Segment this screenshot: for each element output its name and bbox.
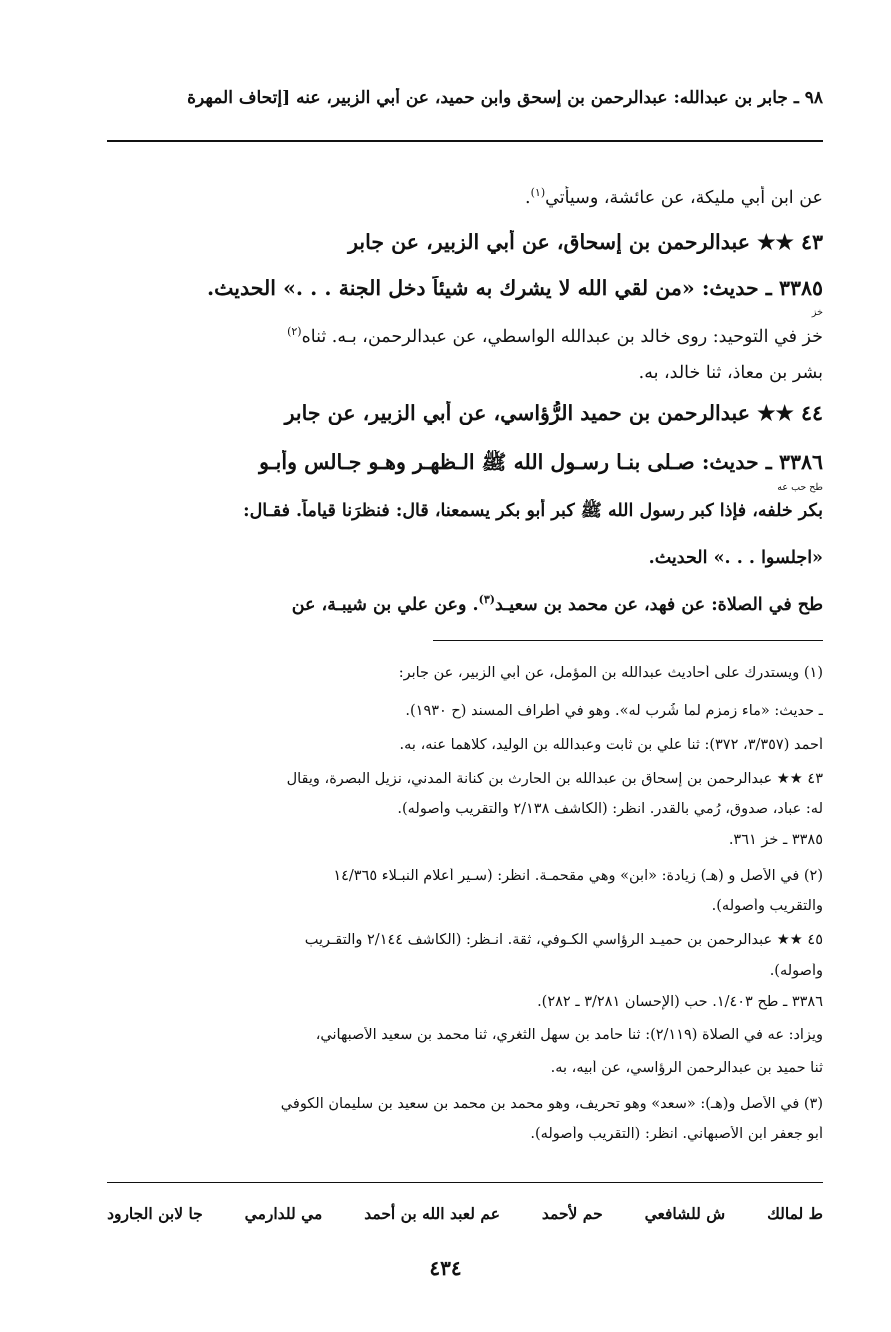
heading-43: ٤٣ ★★ عبدالرحمن بن إسحاق، عن أبي الزبير، عن جابر xyxy=(348,230,823,254)
body-text-end: . وعن علي بن شيبـة، عن xyxy=(291,594,479,615)
footnote-line: (١) ويستدرك على أحاديث عبدالله بن المؤمل، عن أبي الزبير، عن جابر: xyxy=(398,665,823,681)
khz-line-2: بشر بن معاذ، ثنا خالد، به. xyxy=(638,363,823,383)
hadith-3386-line-3: «اجلسوا . . .» الحديث. xyxy=(648,548,823,568)
margin-abbrev-khz: خز xyxy=(811,307,823,318)
hadith-3386: ٣٣٨٦ ـ حديث: صـلى بنـا رسـول الله ﷺ الـظهـر وهـو جـالس وأبـو xyxy=(259,450,823,474)
abbreviation-rule xyxy=(107,1182,823,1183)
running-header: ٩٨ ـ جابر بن عبدالله: عبدالرحمن بن إسحق وابن حميد، عن أبي الزبير، عنه [إتحاف المهرة xyxy=(187,88,823,108)
abbreviation-key xyxy=(107,1204,823,1223)
body-text-end: . xyxy=(525,187,531,208)
footnote-line: أحمد (٣/٣٥٧، ٣٧٢): ثنا علي بن ثابت وعبدالله بن الوليد، كلاهما عنه، به. xyxy=(399,737,823,753)
abbrev-item: عم لعبد الله بن أحمد xyxy=(364,1204,500,1223)
footnote-ref-3: (٣) xyxy=(478,593,495,606)
footnote-line: أبو جعفر ابن الأصبهاني. انظر: (التقريب وأصوله). xyxy=(530,1126,823,1142)
footnote-line: ـ حديث: «ماء زمزم لما شُرب له». وهو في أطراف المسند (ح ١٩٣٠). xyxy=(405,703,823,719)
header-rule xyxy=(107,140,823,142)
footnote-line: ٣٣٨٦ ـ طح ١/٤٠٣. حب (الإحسان ٣/٢٨١ ـ ٢٨٢). xyxy=(537,994,823,1010)
footnote-line: (٣) في الأصل و(هـ): «سعد» وهو تحريف، وهو محمد بن محمد بن سعيد بن سليمان الكوفي xyxy=(280,1096,823,1112)
tah-line xyxy=(107,593,823,615)
footnote-ref-1: (١) xyxy=(530,186,546,199)
footnote-line: ٤٣ ★★ عبدالرحمن بن إسحاق بن عبدالله بن الحارث بن كنانة المدني، نزيل البصرة، ويقال xyxy=(286,771,823,787)
body-line-1 xyxy=(107,186,823,208)
footnote-line: له: عباد، صدوق، رُمي بالقدر. انظر: (الكاشف ٢/١٣٨ والتقريب وأصوله). xyxy=(397,801,823,817)
page-number: ٤٣٤ xyxy=(429,1256,462,1280)
footnote-line: وأصوله). xyxy=(769,963,823,979)
abbrev-item: ط لمالك xyxy=(767,1204,823,1223)
heading-44: ٤٤ ★★ عبدالرحمن بن حميد الرُّؤاسي، عن أبي الزبير، عن جابر xyxy=(284,401,823,425)
body-text: خز في التوحيد: روى خالد بن عبدالله الواسطي، عن عبدالرحمن، بـه. ثناه xyxy=(301,326,823,347)
footnote-line: ٣٣٨٥ ـ خز ٣٦١. xyxy=(728,832,823,848)
body-text: عن ابن أبي مليكة، عن عائشة، وسيأتي xyxy=(545,187,823,208)
abbrev-item: ش للشافعي xyxy=(644,1204,726,1223)
footnote-rule xyxy=(433,640,823,641)
hadith-3386-line-2: بكر خلفه، فإذا كبر رسول الله ﷺ كبر أبو بكر يسمعنا، قال: فنظرَنا قياماً. فقـال: xyxy=(243,501,823,521)
abbrev-item: جا لابن الجارود xyxy=(107,1204,203,1223)
body-text: طح في الصلاة: عن فهد، عن محمد بن سعيـد xyxy=(494,594,823,615)
abbrev-item: مي للدارمي xyxy=(244,1204,323,1223)
abbrev-item: حم لأحمد xyxy=(541,1204,603,1223)
footnote-ref-2: (٢) xyxy=(287,325,302,338)
hadith-3385: ٣٣٨٥ ـ حديث: «من لقي الله لا يشرك به شيئاً دخل الجنة . . .» الحديث. xyxy=(207,276,823,300)
footnote-line: ويزاد: عه في الصلاة (٢/١١٩): ثنا حامد بن سهل الثغري، ثنا محمد بن سعيد الأصبهاني، xyxy=(315,1027,823,1043)
footnote-line: ثنا حميد بن عبدالرحمن الرؤاسي، عن أبيه، به. xyxy=(550,1060,823,1076)
footnote-line: والتقريب وأصوله). xyxy=(711,898,823,914)
margin-abbrev-tah: طح حب عه xyxy=(777,482,823,493)
footnote-line: ٤٥ ★★ عبدالرحمن بن حميـد الرؤاسي الكـوفي، ثقة. انـظر: (الكاشف ٢/١٤٤ والتقـريب xyxy=(304,932,823,948)
footnote-line: (٢) في الأصل و (هـ) زيادة: «ابن» وهي مقحمـة. انظر: (سـير أعلام النبـلاء ١٤/٣٦٥ xyxy=(333,868,823,884)
khz-line-1 xyxy=(107,325,823,347)
